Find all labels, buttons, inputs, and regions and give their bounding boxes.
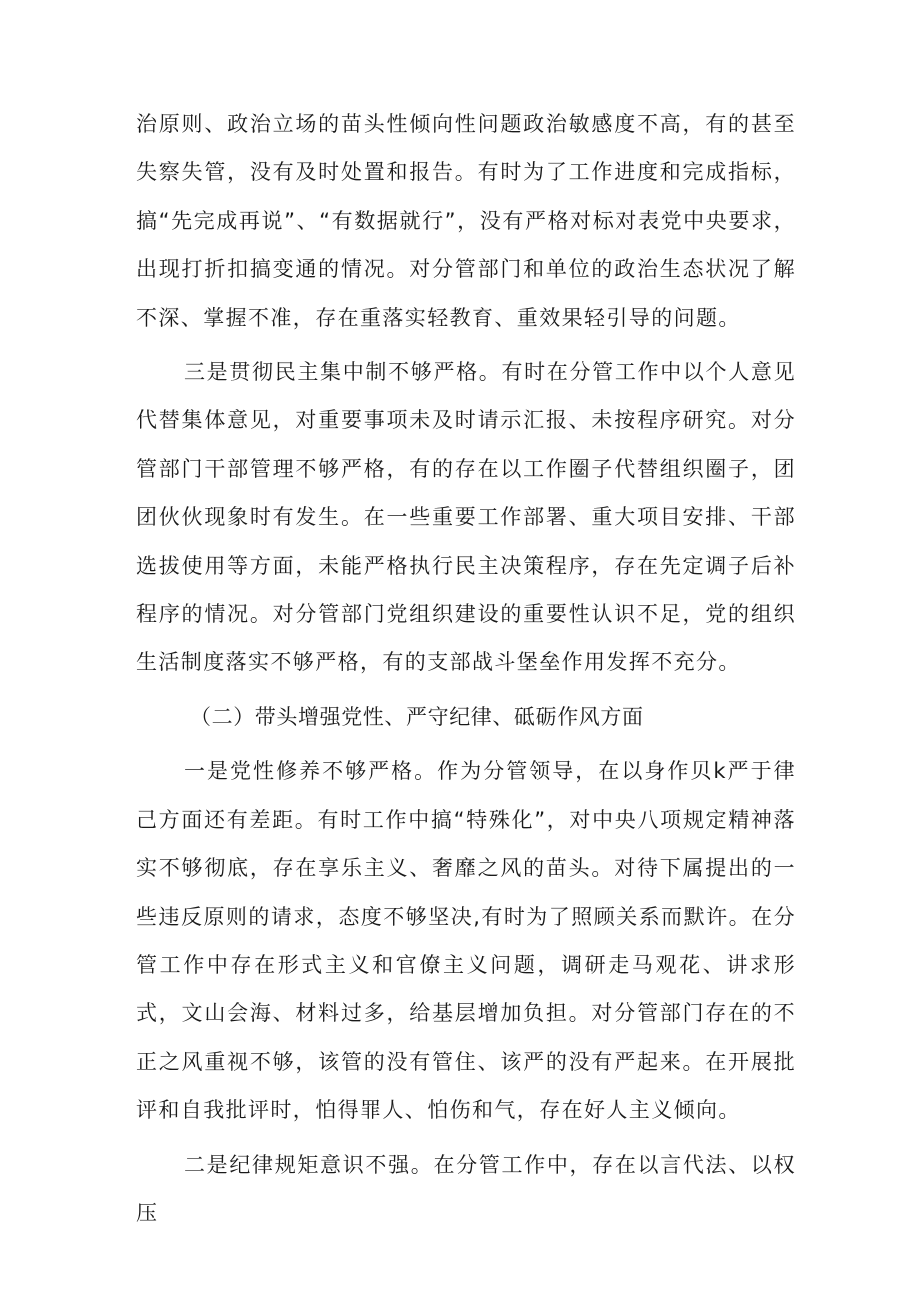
paragraph-continuation: 治原则、政治立场的苗头性倾向性问题政治敏感度不高，有的甚至失察失管，没有及时处置和报告。有时为了工作进度和完成指标，搞“先完成再说”、“有数据就行”，没有严格对标对表党中央要求，出现打折扣搞变通的情况。对分管部门和单位的政治生态状况了解不深、掌握不准，存在重落实轻教育、重效果轻引导的问题。 <box>136 112 796 330</box>
paragraph-democratic-centralism: 三是贯彻民主集中制不够严格。有时在分管工作中以个人意见代替集体意见，对重要事项未及时请示汇报、未按程序研究。对分管部门干部管理不够严格，有的存在以工作圈子代替组织圈子，团团伙伙现象时有发生。在一些重要工作部署、重大项目安排、干部选拔使用等方面，未能严格执行民主决策程序，存在先定调子后补程序的情况。对分管部门党组织建设的重要性认识不足，党的组织生活制度落实不够严格，有的支部战斗堡垒作用发挥不充分。 <box>136 360 796 675</box>
paragraph-discipline: 二是纪律规矩意识不强。在分管工作中，存在以言代法、以权压 <box>136 1152 796 1225</box>
section-heading: （二）带头增强党性、严守纪律、砥砺作风方面 <box>190 704 644 729</box>
document-body <box>136 100 796 1243</box>
paragraph-party-spirit: 一是党性修养不够严格。作为分管领导，在以身作贝k严于律己方面还有差距。有时工作中搞“特殊化”，对中央八项规定精神落实不够彻底，存在享乐主义、奢靡之风的苗头。对待下属提出的一些违反原则的请求，态度不够坚决,有时为了照顾关系而默许。在分管工作中存在形式主义和官僚主义问题，调研走马观花、讲求形式，文山会海、材料过多，给基层增加负担。对分管部门存在的不正之风重视不够，该管的没有管住、该严的没有严起来。在开展批评和自我批评时，怕得罪人、怕伤和气，存在好人主义倾向。 <box>136 759 796 1123</box>
